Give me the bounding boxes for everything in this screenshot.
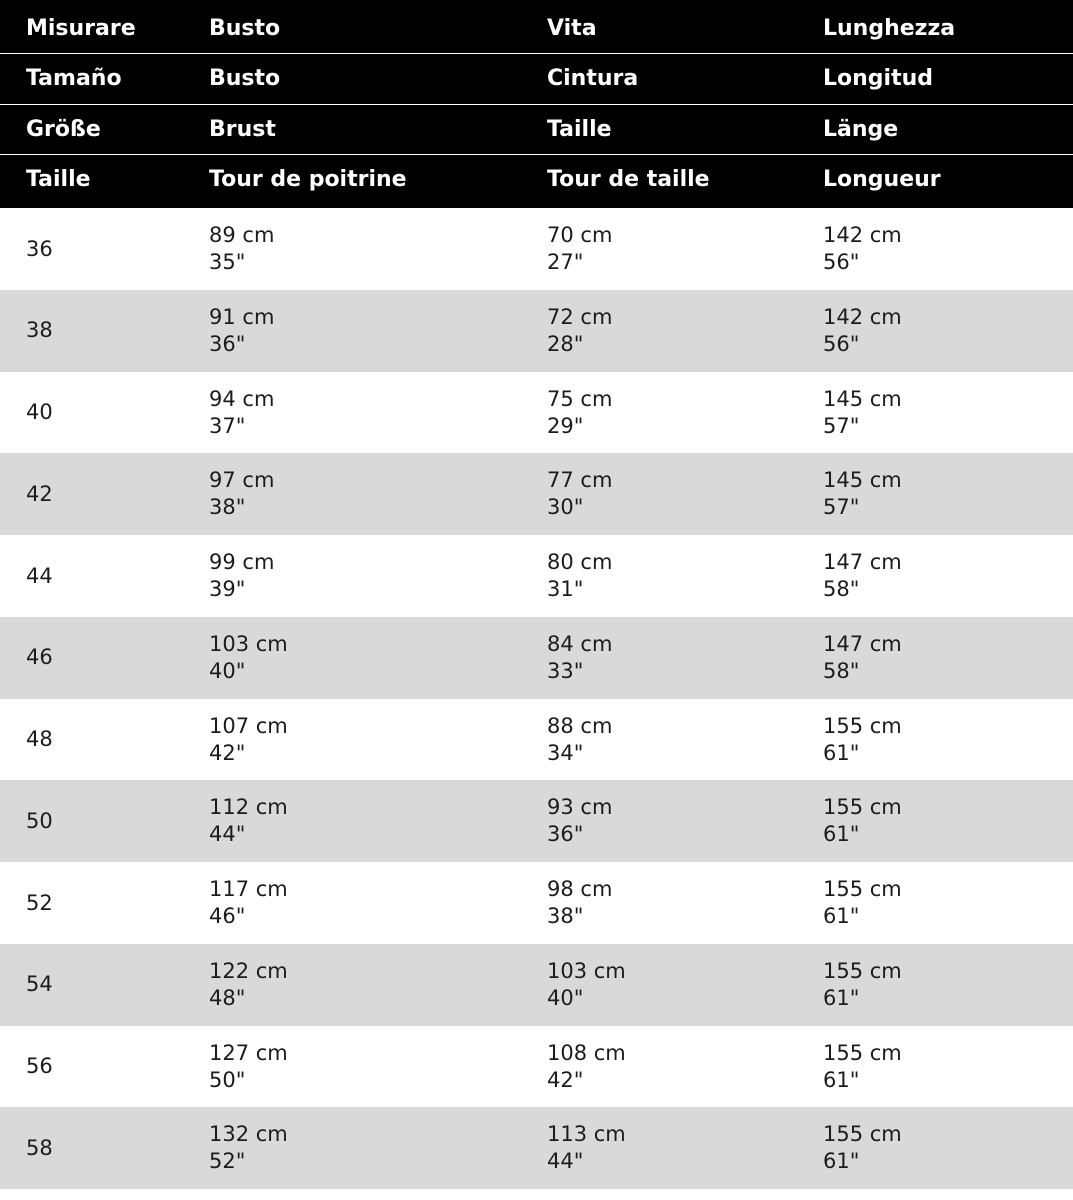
cell-waist-cm: 72 cm: [547, 304, 613, 329]
cell-bust: [185, 862, 523, 944]
cell-size: 54: [26, 972, 53, 997]
cell-bust: [185, 780, 523, 862]
cell-waist-cm: 75 cm: [547, 386, 613, 411]
cell-waist: [523, 862, 801, 944]
cell-bust-cm: 97 cm: [209, 468, 275, 493]
cell-waist-in: 27": [547, 250, 584, 275]
cell-length-in: 58": [823, 658, 860, 683]
cell-length: [801, 453, 1073, 535]
cell-waist-in: 30": [547, 495, 584, 520]
cell-waist-in: 34": [547, 740, 584, 765]
cell-size: 52: [26, 890, 53, 915]
header-size-it: Misurare: [0, 0, 185, 54]
table-row: [0, 1107, 1073, 1189]
cell-length-in: 61": [823, 1067, 860, 1092]
cell-waist-in: 40": [547, 985, 584, 1010]
cell-bust-in: 50": [209, 1067, 246, 1092]
cell-length-cm: 147 cm: [823, 631, 902, 656]
cell-waist-in: 44": [547, 1149, 584, 1174]
cell-size: 48: [26, 727, 53, 752]
cell-waist: [523, 290, 801, 372]
cell-length: [801, 1107, 1073, 1189]
cell-length-in: 61": [823, 1149, 860, 1174]
table-row: [0, 780, 1073, 862]
table-row: [0, 453, 1073, 535]
cell-length: [801, 862, 1073, 944]
table-row: [0, 617, 1073, 699]
header-length-fr: Longueur: [823, 166, 941, 192]
cell-length-in: 56": [823, 250, 860, 275]
cell-length-cm: 155 cm: [823, 713, 902, 738]
cell-bust-in: 52": [209, 1149, 246, 1174]
table-row: [0, 290, 1073, 372]
cell-waist-cm: 98 cm: [547, 877, 613, 902]
header-size-de: Größe: [0, 104, 185, 154]
cell-waist: [523, 535, 801, 617]
cell-waist: [523, 1107, 801, 1189]
table-row: [0, 1026, 1073, 1108]
cell-length-in: 57": [823, 495, 860, 520]
table-body: [0, 208, 1073, 1189]
cell-bust-cm: 112 cm: [209, 795, 288, 820]
cell-bust: [185, 699, 523, 781]
cell-waist-cm: 84 cm: [547, 631, 613, 656]
header-bust-fr: Tour de poitrine: [209, 166, 407, 192]
cell-size: 40: [26, 400, 53, 425]
cell-waist-cm: 80 cm: [547, 550, 613, 575]
cell-length: [801, 944, 1073, 1026]
header-length-it: Lunghezza: [801, 0, 1073, 54]
cell-bust-cm: 132 cm: [209, 1122, 288, 1147]
header-row-es: [0, 54, 1073, 104]
cell-length-in: 58": [823, 577, 860, 602]
cell-bust-in: 40": [209, 658, 246, 683]
cell-size: 36: [26, 236, 53, 261]
cell-length: [801, 699, 1073, 781]
cell-bust-in: 46": [209, 904, 246, 929]
cell-bust: [185, 1107, 523, 1189]
cell-bust-in: 37": [209, 413, 246, 438]
cell-bust-cm: 91 cm: [209, 304, 275, 329]
cell-bust: [185, 617, 523, 699]
cell-bust-in: 48": [209, 985, 246, 1010]
cell-bust-cm: 127 cm: [209, 1040, 288, 1065]
cell-waist-in: 31": [547, 577, 584, 602]
header-size-fr: Taille: [26, 166, 91, 192]
cell-bust: [185, 208, 523, 290]
header-bust-it: Busto: [185, 0, 523, 54]
header-waist-es: Cintura: [523, 54, 801, 104]
cell-waist: [523, 208, 801, 290]
cell-length-in: 61": [823, 822, 860, 847]
cell-waist-in: 29": [547, 413, 584, 438]
cell-size: 38: [26, 318, 53, 343]
cell-waist-in: 36": [547, 822, 584, 847]
cell-waist: [523, 617, 801, 699]
cell-waist-cm: 93 cm: [547, 795, 613, 820]
cell-length-cm: 142 cm: [823, 223, 902, 248]
header-bust-es: Busto: [185, 54, 523, 104]
cell-bust: [185, 372, 523, 454]
cell-waist-cm: 77 cm: [547, 468, 613, 493]
cell-length-cm: 155 cm: [823, 1040, 902, 1065]
cell-bust-in: 39": [209, 577, 246, 602]
cell-waist: [523, 453, 801, 535]
header-waist-it: Vita: [523, 0, 801, 54]
cell-waist-cm: 113 cm: [547, 1122, 626, 1147]
cell-length: [801, 372, 1073, 454]
cell-size: 50: [26, 808, 53, 833]
cell-waist-in: 38": [547, 904, 584, 929]
cell-size: 46: [26, 645, 53, 670]
cell-waist-in: 42": [547, 1067, 584, 1092]
cell-bust-cm: 122 cm: [209, 958, 288, 983]
table-row: [0, 699, 1073, 781]
cell-waist-in: 33": [547, 658, 584, 683]
cell-length: [801, 208, 1073, 290]
cell-length-cm: 145 cm: [823, 386, 902, 411]
header-bust-de: Brust: [185, 104, 523, 154]
cell-length-cm: 147 cm: [823, 550, 902, 575]
cell-waist: [523, 1026, 801, 1108]
cell-size: 42: [26, 481, 53, 506]
cell-length-cm: 155 cm: [823, 958, 902, 983]
table-row: [0, 208, 1073, 290]
header-size-es: Tamaño: [0, 54, 185, 104]
cell-length-in: 57": [823, 413, 860, 438]
table-row: [0, 535, 1073, 617]
cell-length-cm: 142 cm: [823, 304, 902, 329]
cell-length: [801, 1026, 1073, 1108]
table-row: [0, 372, 1073, 454]
header-waist-de: Taille: [523, 104, 801, 154]
header-length-es: Longitud: [801, 54, 1073, 104]
header-waist-fr: Tour de taille: [547, 166, 710, 192]
cell-bust: [185, 535, 523, 617]
cell-waist: [523, 699, 801, 781]
cell-length-in: 61": [823, 740, 860, 765]
header-length-de: Länge: [801, 104, 1073, 154]
cell-bust-in: 36": [209, 331, 246, 356]
cell-bust: [185, 1026, 523, 1108]
cell-bust-cm: 99 cm: [209, 550, 275, 575]
cell-length-in: 56": [823, 331, 860, 356]
header-row-fr: [0, 154, 1073, 208]
cell-bust-in: 38": [209, 495, 246, 520]
cell-length-cm: 145 cm: [823, 468, 902, 493]
cell-waist-in: 28": [547, 331, 584, 356]
cell-waist-cm: 103 cm: [547, 958, 626, 983]
cell-length: [801, 617, 1073, 699]
cell-length: [801, 780, 1073, 862]
cell-waist-cm: 88 cm: [547, 713, 613, 738]
header-row-de: [0, 104, 1073, 154]
cell-length-cm: 155 cm: [823, 795, 902, 820]
cell-bust-cm: 103 cm: [209, 631, 288, 656]
cell-waist: [523, 372, 801, 454]
cell-bust-cm: 107 cm: [209, 713, 288, 738]
table-row: [0, 944, 1073, 1026]
cell-bust-cm: 117 cm: [209, 877, 288, 902]
cell-size: 56: [26, 1054, 53, 1079]
cell-waist: [523, 780, 801, 862]
table-head: [0, 0, 1073, 208]
cell-waist: [523, 944, 801, 1026]
cell-bust: [185, 944, 523, 1026]
header-row-it: [0, 0, 1073, 54]
cell-bust-in: 42": [209, 740, 246, 765]
cell-length-in: 61": [823, 904, 860, 929]
cell-bust-cm: 89 cm: [209, 223, 275, 248]
cell-length: [801, 290, 1073, 372]
cell-bust: [185, 290, 523, 372]
cell-length-in: 61": [823, 985, 860, 1010]
cell-bust: [185, 453, 523, 535]
cell-size: 58: [26, 1135, 53, 1160]
cell-bust-cm: 94 cm: [209, 386, 275, 411]
cell-bust-in: 44": [209, 822, 246, 847]
cell-length: [801, 535, 1073, 617]
cell-length-cm: 155 cm: [823, 877, 902, 902]
cell-bust-in: 35": [209, 250, 246, 275]
cell-length-cm: 155 cm: [823, 1122, 902, 1147]
cell-size: 44: [26, 563, 53, 588]
cell-waist-cm: 108 cm: [547, 1040, 626, 1065]
table-row: [0, 862, 1073, 944]
cell-waist-cm: 70 cm: [547, 223, 613, 248]
